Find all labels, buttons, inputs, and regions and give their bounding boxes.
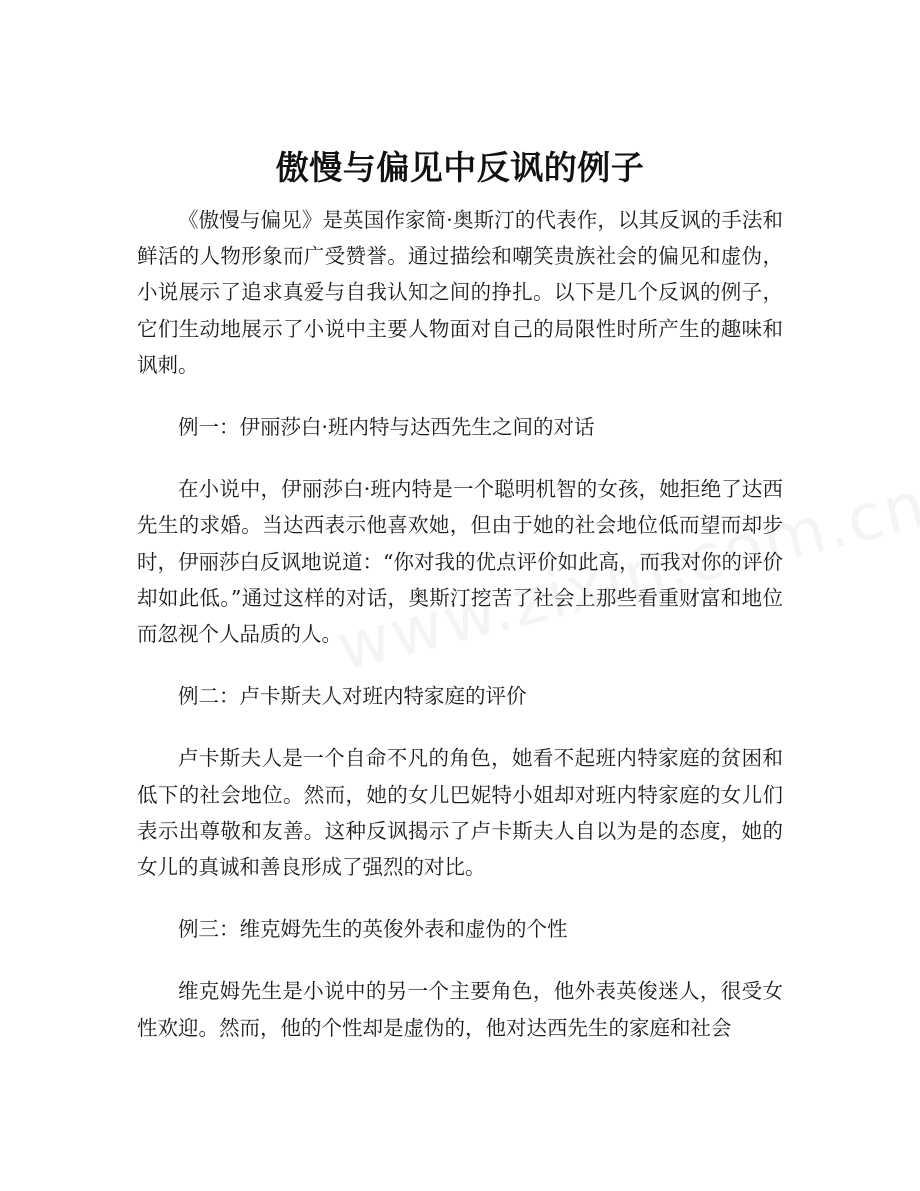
example-2-heading: 例二：卢卡斯夫人对班内特家庭的评价 (178, 684, 527, 709)
example-3-heading: 例三：维克姆先生的英俊外表和虚伪的个性 (178, 917, 568, 942)
document-title: 傲慢与偏见中反讽的例子 (275, 148, 645, 187)
example-3-paragraph: 维克姆先生是小说中的另一个主要角色，他外表英俊迷人，很受女性欢迎。然而，他的个性却是虚伪的，他对达西先生的家庭和社会 (137, 979, 783, 1040)
intro-paragraph: 《傲慢与偏见》是英国作家简·奥斯汀的代表作，以其反讽的手法和鲜活的人物形象而广受赞誉。通过描绘和嘲笑贵族社会的偏见和虚伪，小说展示了追求真爱与自我认知之间的挣扎。以下是几个反讽的例子，它们生动地展示了小说中主要人物面对自己的局限性时所产生的趣味和讽刺。 (137, 208, 783, 377)
example-1-heading: 例一：伊丽莎白·班内特与达西先生之间的对话 (178, 415, 595, 440)
document-body (137, 202, 783, 1072)
example-2-paragraph: 卢卡斯夫人是一个自命不凡的角色，她看不起班内特家庭的贫困和低下的社会地位。然而，她的女儿巴妮特小姐却对班内特家庭的女儿们表示出尊敬和友善。这种反讽揭示了卢卡斯夫人自以为是的态度，她的女儿的真诚和善良形成了强烈的对比。 (137, 746, 783, 880)
example-1-paragraph: 在小说中，伊丽莎白·班内特是一个聪明机智的女孩，她拒绝了达西先生的求婚。当达西表示他喜欢她，但由于她的社会地位低而望而却步时，伊丽莎白反讽地说道：“你对我的优点评价如此高，而我对你的评价却如此低。”通过这样的对话，奥斯汀挖苦了社会上那些看重财富和地位而忽视个人品质的人。 (137, 477, 783, 647)
